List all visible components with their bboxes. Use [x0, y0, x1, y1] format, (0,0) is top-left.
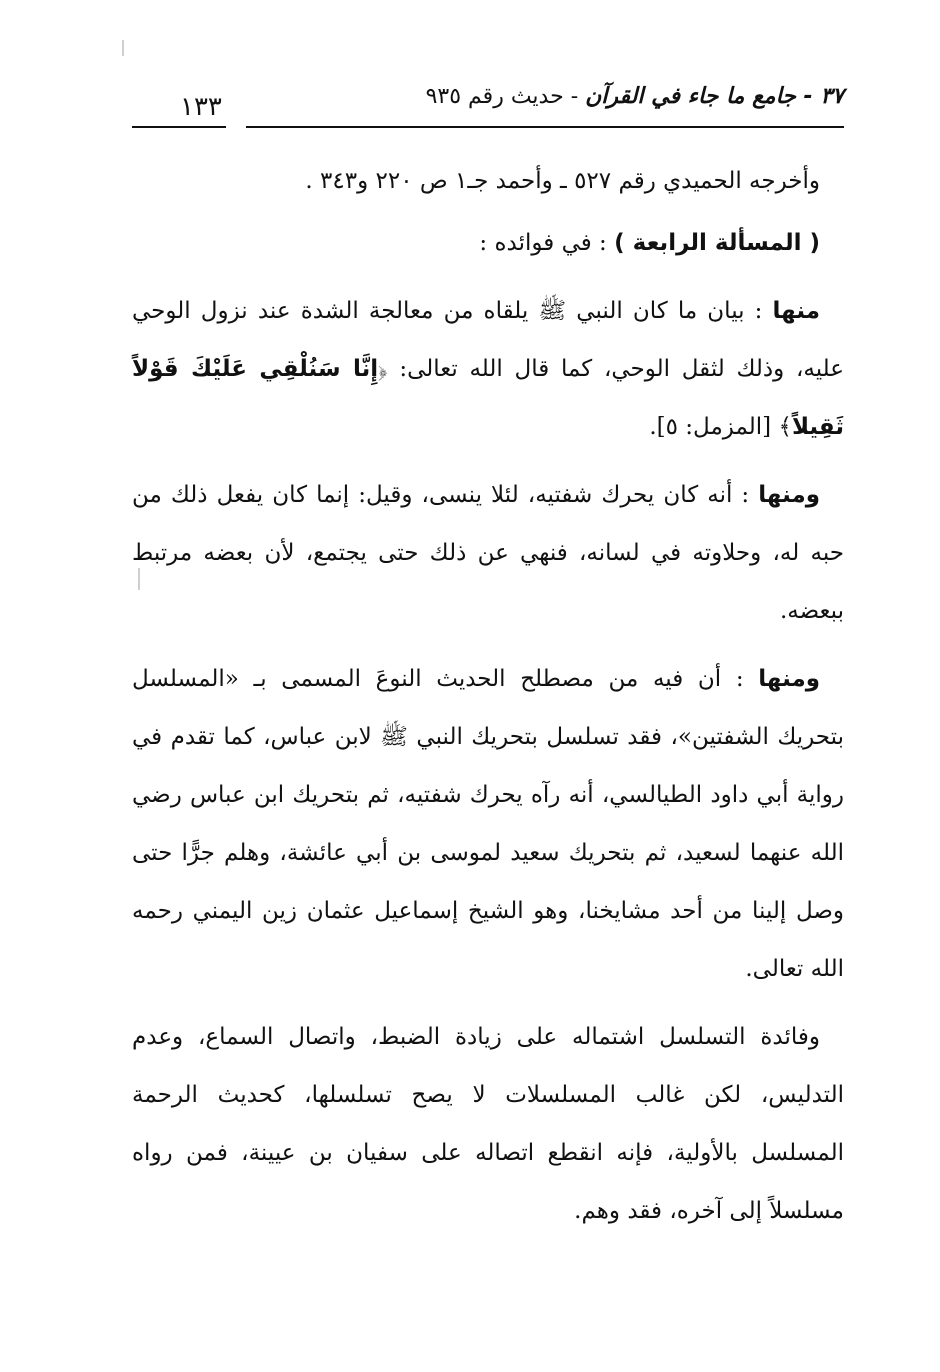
benefit-paragraph-3: [132, 650, 844, 998]
scan-mark: [122, 40, 124, 56]
citation-text: وأخرجه الحميدي رقم ٥٢٧ ـ وأحمد جـ١ ص ٢٢٠ و٣٤٣ .: [305, 168, 820, 194]
hadith-reference: حديث رقم ٩٣٥: [425, 84, 564, 109]
page-body: [132, 152, 844, 1250]
benefit-text-2: : أنه كان يحرك شفتيه، لئلا ينسى، وقيل: إنما كان يفعل ذلك من حبه له، وحلاوته في لسانه، فنهي عن ذلك حتى يجتمع، لأن بعضه مرتبط ببعضه.: [132, 482, 844, 624]
benefit-lead-1: منها: [772, 298, 820, 324]
section-heading: ( المسألة الرابعة ): [614, 230, 820, 256]
page-number: ١٣٣: [180, 92, 222, 122]
quran-verse: إِنَّا سَنُلْقِي عَلَيْكَ قَوْلاً ثَقِيلاً: [132, 356, 844, 440]
benefit-text-1a: : بيان ما كان النبي ﷺ يلقاه من معالجة الشدة عند نزول الوحي عليه، وذلك لثقل الوحي، كما قال الله تعالى: ﴿: [132, 298, 844, 382]
benefit-paragraph-2: [132, 466, 844, 640]
chapter-title: [426, 84, 844, 109]
benefit-lead-3: ومنها: [758, 666, 820, 692]
citation-paragraph: [132, 152, 844, 210]
header-separator: -: [563, 84, 586, 109]
benefit-text-4: وفائدة التسلسل اشتماله على زيادة الضبط، واتصال السماع، وعدم التدليس، لكن غالب المسلسلات لا يصح تسلسلها، كحديث الرحمة المسلسل بالأولية، فإنه انقطع اتصاله على سفيان بن عيينة، فمن رواه مسلسلاً إلى آخره، فقد وهم.: [132, 1024, 844, 1224]
section-heading-paragraph: [132, 214, 844, 272]
header-rule: [246, 126, 844, 128]
page-number-rule: [132, 126, 226, 128]
running-header: [132, 78, 844, 138]
benefit-lead-2: ومنها: [758, 482, 820, 508]
scan-mark: [138, 568, 140, 590]
benefit-text-1b: ﴾ [المزمل: ٥].: [649, 414, 792, 440]
benefit-text-3: : أن فيه من مصطلح الحديث النوعَ المسمى بـ «المسلسل بتحريك الشفتين»، فقد تسلسل بتحريك النبي ﷺ لابن عباس، كما تقدم في رواية أبي داود الطيالسي، أنه رآه يحرك شفتيه، ثم بتحريك ابن عباس رضي الله عنهما لسعيد، ثم بتحريك سعيد لموسى بن أبي عائشة، وهلم جرًّا حتى وصل إلينا من أحد مشايخنا، وهو الشيخ إسماعيل عثمان زين اليمني رحمه الله تعالى.: [132, 666, 844, 982]
benefit-paragraph-1: [132, 282, 844, 456]
chapter-name: ٣٧ - جامع ما جاء في القرآن: [585, 84, 844, 109]
benefit-paragraph-4: [132, 1008, 844, 1240]
section-heading-suffix: : في فوائده :: [479, 230, 615, 256]
